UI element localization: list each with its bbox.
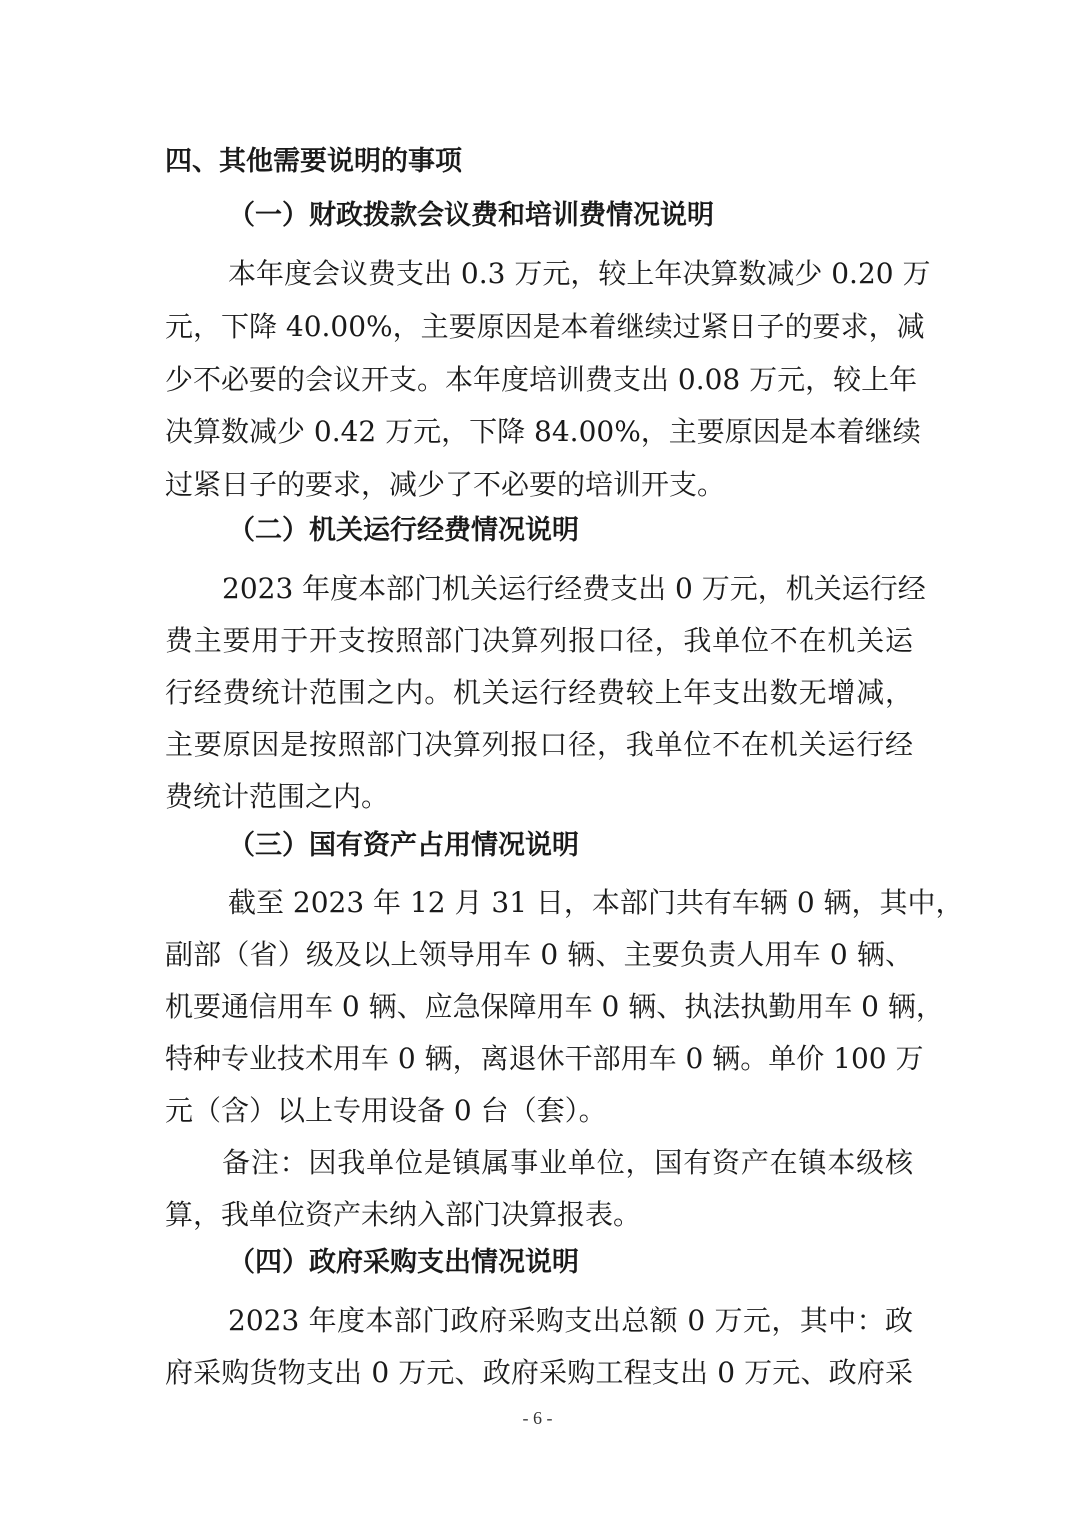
subsection-title-4: （四）政府采购支出情况说明 — [228, 1247, 579, 1278]
paragraph-line: 过紧日子的要求，减少了不必要的培训开支。 — [165, 468, 726, 501]
paragraph-line: 特种专业技术用车 0 辆，离退休干部用车 0 辆。单价 100 万 — [165, 1042, 924, 1075]
paragraph-line: 主要原因是按照部门决算列报口径，我单位不在机关运行经 — [165, 728, 913, 761]
paragraph-line: 元（含）以上专用设备 0 台（套）。 — [165, 1094, 607, 1127]
paragraph-line: 费主要用于开支按照部门决算列报口径，我单位不在机关运 — [165, 624, 913, 657]
paragraph-line: 费统计范围之内。 — [165, 780, 390, 813]
paragraph-line: 府采购货物支出 0 万元、政府采购工程支出 0 万元、政府采 — [165, 1356, 913, 1389]
page-number: - 6 - — [522, 1408, 553, 1428]
section-title: 四、其他需要说明的事项 — [165, 146, 462, 177]
paragraph-line: 副部（省）级及以上领导用车 0 辆、主要负责人用车 0 辆、 — [165, 938, 913, 971]
subsection-title-3: （三）国有资产占用情况说明 — [228, 830, 579, 861]
paragraph-line: 机要通信用车 0 辆、应急保障用车 0 辆、执法执勤用车 0 辆， — [165, 990, 944, 1023]
paragraph-line: 元，下降 40.00%，主要原因是本着继续过紧日子的要求，减 — [165, 310, 925, 343]
subsection-title-1: （一）财政拨款会议费和培训费情况说明 — [228, 200, 714, 231]
paragraph-line: 2023 年度本部门机关运行经费支出 0 万元，机关运行经 — [222, 572, 926, 605]
paragraph-line: 2023 年度本部门政府采购支出总额 0 万元，其中：政 — [228, 1304, 913, 1337]
subsection-title-2: （二）机关运行经费情况说明 — [228, 515, 579, 546]
paragraph-line: 截至 2023 年 12 月 31 日，本部门共有车辆 0 辆，其中， — [228, 886, 964, 919]
paragraph-line: 本年度会议费支出 0.3 万元，较上年决算数减少 0.20 万 — [228, 257, 931, 290]
paragraph-line: 决算数减少 0.42 万元，下降 84.00%，主要原因是本着继续 — [165, 415, 921, 448]
note-line: 算，我单位资产未纳入部门决算报表。 — [165, 1198, 642, 1231]
paragraph-line: 少不必要的会议开支。本年度培训费支出 0.08 万元，较上年 — [165, 363, 918, 396]
paragraph-line: 行经费统计范围之内。机关运行经费较上年支出数无增减， — [165, 676, 913, 709]
note-line: 备注：因我单位是镇属事业单位，国有资产在镇本级核 — [222, 1146, 913, 1179]
